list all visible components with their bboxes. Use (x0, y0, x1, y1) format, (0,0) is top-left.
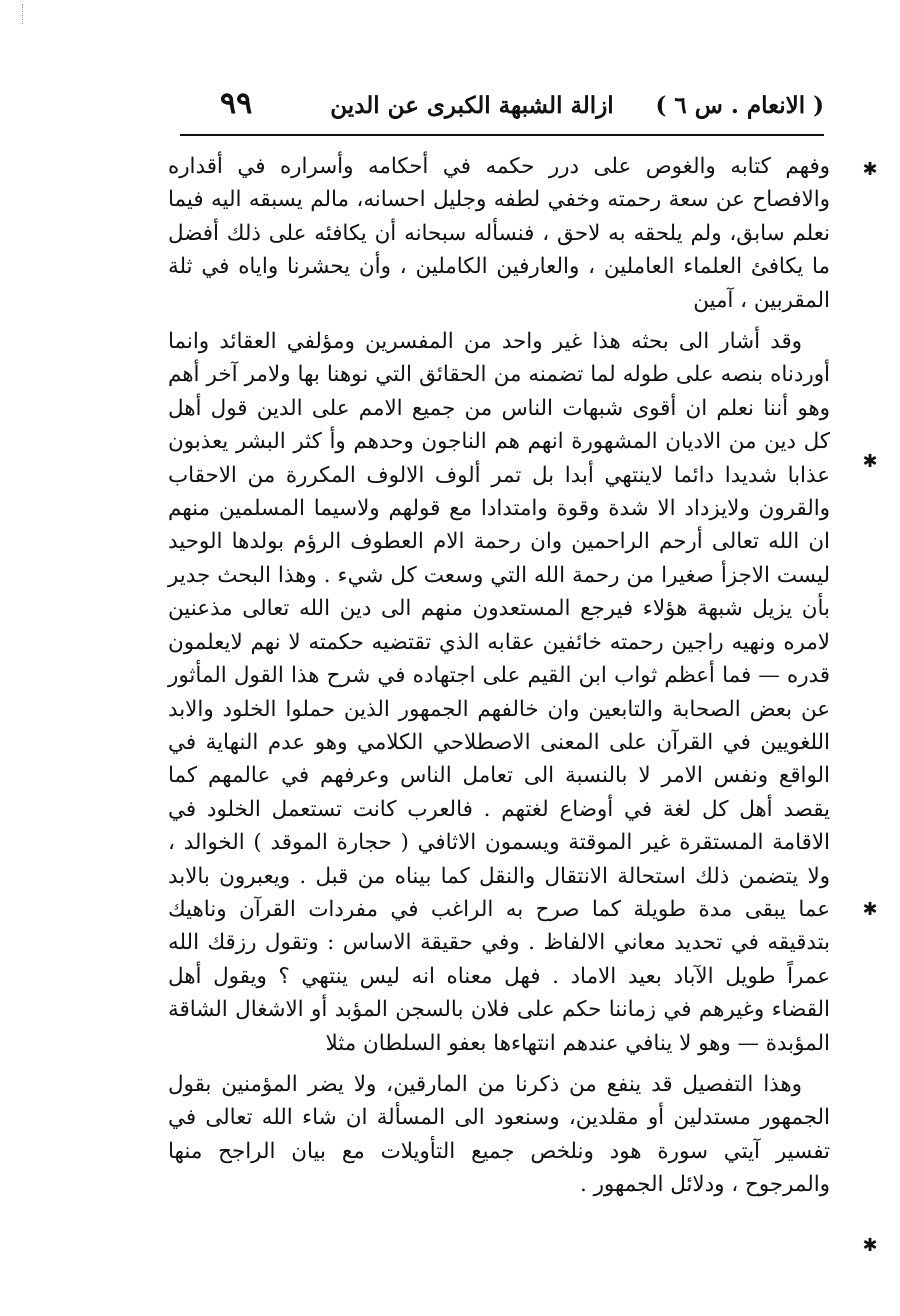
chapter-reference: ( الانعام . س ٦ ) (655, 92, 824, 119)
asterisk-icon: ✱ (862, 1235, 878, 1256)
paragraph-closing: وهذا التفصيل قد ينفع من ذكرنا من المارقين، ولا يضر المؤمنين بقول الجمهور مستدلين أو مقلدين، وسنعود الى المسألة ان شاء الله تعالى في تفسير آيتي سورة هود ونلخص جميع التأويلات مع بيان الراجح منها والمرجوح ، ودلائل الجمهور . (168, 1071, 830, 1198)
paragraph-main: وقد أشار الى بحثه هذا غير واحد من المفسرين ومؤلفي العقائد وانما أوردناه بنصه على طوله لما تضمنه من الحقائق التي نوهنا بها ولامر آخر أهم وهو أننا نعلم ان أقوى شبهات الناس من جميع الامم على الدين قول أهل كل دين من الاديان المشهورة انهم هم الناجون وحدهم وأ كثر البشر يعذبون عذابا شديدا دائما لاينتهي أبدا بل تمر ألوف الالوف المكررة من الاحقاب والقرون ولايزداد الا شدة وقوة وامتدادا مع قولهم ولاسيما المسلمين منهم ان الله تعالى أرحم الراحمين وان رحمة الام العطوف الرؤم بولدها الوحيد ليست الاجزأ صغيرا من رحمة الله التي وسعت كل شيء . وهذا البحث جدير بأن يزيل شبهة هؤلاء فيرجع المستعدون منهم الى دين الله تعالى مذعنين لامره ونهيه راجين رحمته خائفين عقابه الذي تقتضيه حكمته لا نهم لايعلمون قدره — فما أعظم ثواب ابن القيم على اجتهاده في شرح هذا القول المأثور عن بعض الصحابة والتابعين وان خالفهم الجمهور الذين حملوا الخلود والابد اللغويين في القرآن على المعنى الاصطلاحي الكلامي وهو عدم النهاية في الواقع ونفس الامر لا بالنسبة الى تعامل الناس وعرفهم في عالمهم كما يقصد أهل كل لغة في أوضاع لغتهم . فالعرب كانت تستعمل الخلود في الاقامة المستقرة غير الموقتة ويسمون الاثافي ( حجارة الموقد ) الخوالد ، ولا يتضمن ذلك استحالة الانتقال والنقل كما بيناه من قبل . ويعبرون بالابد عما يبقى مدة طويلة كما صرح به الراغب في مفردات القرآن وناهيك بتدقيقه في تحديد معاني الالفاظ . وفي حقيقة الاساس : وتقول رزقك الله عمراً طويل الآباد بعيد الاماد . فهل معناه انه ليس ينتهي ؟ ويقول أهل القضاء وغيرهم في زماننا حكم على فلان بالسجن المؤبد أو الاشغال الشاقة المؤبدة — وهو لا ينافي عندهم انتهاءها بعفو السلطان مثلا (168, 329, 830, 1056)
running-header (180, 86, 824, 130)
header-rule (180, 134, 824, 136)
asterisk-icon: ✱ (862, 451, 878, 472)
asterisk-icon: ✱ (862, 899, 878, 920)
running-title: ازالة الشبهة الكبرى عن الدين (330, 92, 614, 119)
main-text (168, 150, 830, 1202)
page-number: ٩٩ (220, 86, 253, 121)
asterisk-icon: ✱ (862, 159, 878, 180)
paragraph-continuation: وفهم كتابه والغوص على درر حكمه في أحكامه وأسراره في أقداره والافصاح عن سعة رحمته وخفي لطفه وجليل احسانه، مالم يسبقه اليه فيما نعلم سابق، ولم يلحقه به لاحق ، فنسأله سبحانه أن يكافئه على ذلك أفضل ما يكافئ العلماء العاملين ، والعارفين الكاملين ، وأن يحشرنا واياه في ثلة المقربين ، آمين (168, 154, 830, 313)
scan-speck (22, 4, 29, 24)
